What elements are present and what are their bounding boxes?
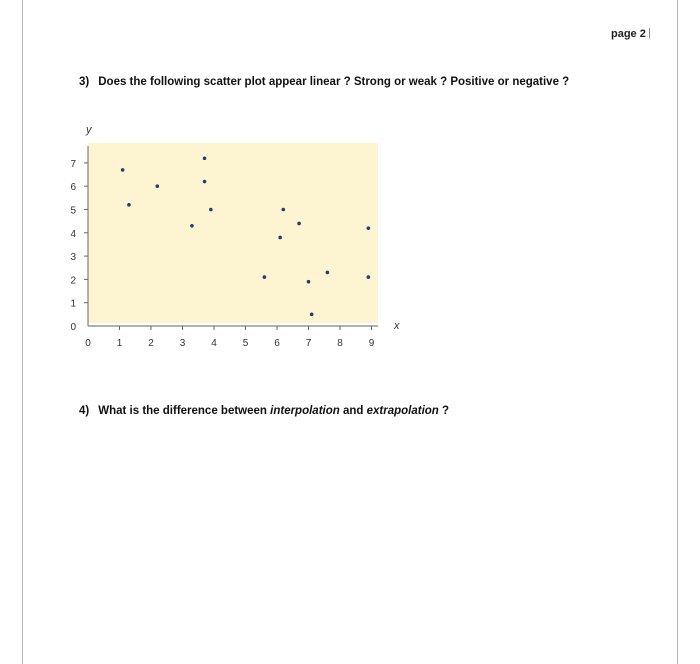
y-tick-label: 6 xyxy=(70,182,76,194)
data-point xyxy=(278,236,282,240)
question-3-number: 3) xyxy=(79,76,90,88)
data-point xyxy=(127,203,131,207)
y-tick-label: 0 xyxy=(70,322,76,333)
x-axis-label: x xyxy=(394,320,400,332)
data-point xyxy=(190,224,194,228)
question-3 xyxy=(79,76,569,88)
data-point xyxy=(209,208,213,212)
x-tick-label: 5 xyxy=(242,338,249,349)
plot-area xyxy=(88,143,378,323)
x-tick-label: 2 xyxy=(148,338,154,349)
y-tick-label: 7 xyxy=(70,158,76,170)
y-axis-label: y xyxy=(86,124,92,136)
data-point xyxy=(326,271,330,275)
data-point xyxy=(156,184,160,188)
x-tick-label: 0 xyxy=(85,338,91,349)
y-tick-label: 1 xyxy=(70,298,76,310)
x-tick-label: 7 xyxy=(305,338,312,349)
question-4-number: 4) xyxy=(79,405,90,417)
data-point xyxy=(310,313,314,317)
data-point xyxy=(282,208,286,212)
data-point xyxy=(367,275,371,279)
x-tick-label: 9 xyxy=(368,338,375,349)
data-point xyxy=(203,180,207,184)
y-tick-label: 3 xyxy=(70,252,76,264)
term-extrapolation: extrapolation xyxy=(366,405,439,417)
question-4-text-after: ? xyxy=(438,405,450,417)
data-point xyxy=(203,156,207,160)
y-tick-label: 5 xyxy=(70,205,76,217)
question-3-text: Does the following scatter plot appear linear ? Strong or weak ? Positive or negative ? xyxy=(98,76,570,88)
question-4-text-before: What is the difference between xyxy=(98,405,271,417)
term-interpolation: interpolation xyxy=(270,405,340,417)
x-tick-label: 6 xyxy=(274,338,280,349)
y-tick-label: 4 xyxy=(70,228,76,240)
question-4-text-middle: and xyxy=(339,405,367,417)
data-point xyxy=(307,280,311,284)
x-tick-label: 8 xyxy=(337,338,343,349)
scatter-plot xyxy=(50,118,450,358)
question-4 xyxy=(79,405,449,417)
page-number: page 2 xyxy=(611,28,650,40)
data-point xyxy=(121,168,125,172)
x-tick-label: 4 xyxy=(211,338,217,349)
x-tick-label: 3 xyxy=(179,338,186,349)
y-tick-label: 2 xyxy=(70,275,76,287)
x-tick-label: 1 xyxy=(116,338,123,349)
data-point xyxy=(263,275,267,279)
data-point xyxy=(297,222,301,226)
data-point xyxy=(367,226,371,230)
